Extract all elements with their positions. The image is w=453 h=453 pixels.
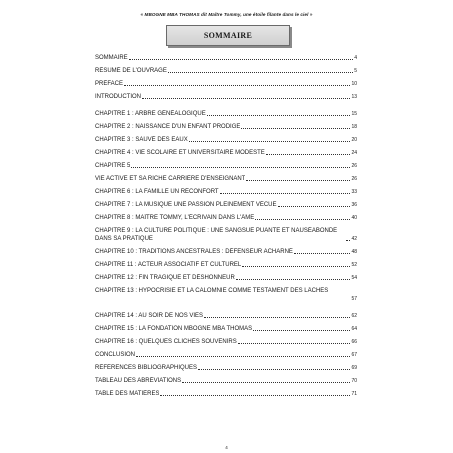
toc-entry-label: SOMMAIRE xyxy=(95,55,128,61)
dot-leader xyxy=(168,72,353,73)
toc-entry[interactable] xyxy=(95,93,357,101)
toc-entry[interactable] xyxy=(95,67,357,75)
toc-entry[interactable] xyxy=(95,214,357,222)
toc-entry-label: CHAPITRE 10 : TRADITIONS ANCESTRALES : DÉFENSEUR ACHARNÉ xyxy=(95,249,293,255)
dot-leader xyxy=(236,279,351,280)
dot-leader xyxy=(182,382,350,383)
toc-entry-page: 13 xyxy=(351,94,357,100)
page-number: 4 xyxy=(225,445,228,450)
toc-entry[interactable] xyxy=(95,162,357,170)
toc-entry-label: CHAPITRE 7 : LA MUSIQUE UNE PASSION PLEINEMENT VÉCUE xyxy=(95,202,277,208)
toc-entry[interactable] xyxy=(95,287,357,303)
toc-entry[interactable] xyxy=(95,377,357,385)
toc-entry-label: CHAPITRE 13 : HYPOCRISIE ET LA CALOMNIE COMME TESTAMENT DES LÂCHES xyxy=(95,288,329,294)
dot-leader xyxy=(255,219,350,220)
toc-entry-page: 18 xyxy=(351,124,357,130)
toc-entry[interactable] xyxy=(95,149,357,157)
toc-entry-label: CHAPITRE 14 : AU SOIR DE NOS VIES xyxy=(95,313,204,319)
toc-entry[interactable] xyxy=(95,80,357,88)
dot-leader xyxy=(253,330,350,331)
toc-entry-page: 24 xyxy=(351,150,357,156)
toc-entry-label: CHAPITRE 9 : LA CULTURE POLITIQUE : UNE SANGSUE PUANTE ET NAUSÉABONDE DANS SA PRATIQUE xyxy=(95,228,338,242)
toc-entry[interactable] xyxy=(95,325,357,333)
toc-entry-page: 69 xyxy=(351,365,357,371)
toc-entry-label: PRÉFACE xyxy=(95,81,124,87)
dot-leader xyxy=(129,59,354,60)
toc-entry-page: 66 xyxy=(351,339,357,345)
toc-entry-page: 26 xyxy=(351,163,357,169)
dot-leader xyxy=(198,369,350,370)
toc-entry-page: 36 xyxy=(351,202,357,208)
toc-entry[interactable] xyxy=(95,364,357,372)
toc-entry-label: CHAPITRE 15 : LA FONDATION MBOGNE MBA THOMAS xyxy=(95,326,253,332)
toc-entry[interactable] xyxy=(95,338,357,346)
dot-leader xyxy=(220,193,351,194)
running-header: « MBOGNE MBA THOMAS dit Maître Tommy, une étoile filante dans le ciel » xyxy=(140,12,313,17)
toc-entry[interactable] xyxy=(95,175,357,183)
toc-entry-page: 70 xyxy=(351,378,357,384)
toc-entry[interactable] xyxy=(95,390,357,398)
toc-entry[interactable] xyxy=(95,188,357,196)
toc-entry-page: 42 xyxy=(351,236,357,242)
toc-entry-label: CHAPITRE 5 xyxy=(95,163,131,169)
dot-leader xyxy=(136,356,350,357)
toc-entry[interactable] xyxy=(95,227,357,243)
toc-entry-page: 26 xyxy=(351,176,357,182)
toc-entry[interactable] xyxy=(95,351,357,359)
toc-entry-page: 71 xyxy=(351,391,357,397)
dot-leader xyxy=(142,98,350,99)
toc-entry-page: 10 xyxy=(351,81,357,87)
toc-entry[interactable] xyxy=(95,248,357,256)
toc-entry-label: CHAPITRE 12 : FIN TRAGIQUE ET DÉSHONNEUR xyxy=(95,275,235,281)
dot-leader xyxy=(278,206,351,207)
table-of-contents xyxy=(95,54,357,398)
toc-entry-page: 54 xyxy=(351,275,357,281)
toc-entry[interactable] xyxy=(95,274,357,282)
dot-leader xyxy=(266,154,351,155)
toc-entry[interactable] xyxy=(95,54,357,62)
toc-entry-label: TABLE DES MATIÈRES xyxy=(95,391,160,397)
toc-entry-page: 67 xyxy=(351,352,357,358)
toc-entry-label: RÉSUMÉ DE L'OUVRAGE xyxy=(95,68,167,74)
page-title: SOMMAIRE xyxy=(166,25,290,46)
dot-leader xyxy=(124,85,350,86)
toc-entry-page: 20 xyxy=(351,137,357,143)
dot-leader xyxy=(241,128,350,129)
toc-entry[interactable] xyxy=(95,261,357,269)
toc-entry[interactable] xyxy=(95,312,357,320)
dot-leader xyxy=(294,253,351,254)
toc-entry-label: CONCLUSION xyxy=(95,352,136,358)
toc-entry-label: CHAPITRE 3 : SAUVÉ DES EAUX xyxy=(95,137,188,143)
dot-leader xyxy=(207,115,351,116)
dot-leader xyxy=(189,141,351,142)
dot-leader xyxy=(238,343,351,344)
toc-entry-label: CHAPITRE 1 : ARBRE GÉNÉALOGIQUE xyxy=(95,111,206,117)
toc-entry[interactable] xyxy=(95,110,357,118)
toc-entry[interactable] xyxy=(95,201,357,209)
toc-entry-page: 64 xyxy=(351,326,357,332)
dot-leader xyxy=(246,180,350,181)
dot-leader xyxy=(346,240,350,241)
dot-leader xyxy=(204,317,350,318)
toc-entry-page: 4 xyxy=(354,55,357,61)
toc-entry-page: 40 xyxy=(351,215,357,221)
dot-leader xyxy=(242,266,350,267)
dot-leader xyxy=(160,395,350,396)
toc-entry-label: TABLEAU DES ABRÉVIATIONS xyxy=(95,378,182,384)
toc-entry-label: CHAPITRE 16 : QUELQUES CLICHÉS SOUVENIRS xyxy=(95,339,237,345)
toc-entry-page: 62 xyxy=(351,313,357,319)
toc-entry-page: 15 xyxy=(351,111,357,117)
toc-entry-label: INTRODUCTION xyxy=(95,94,141,100)
toc-entry[interactable] xyxy=(95,136,357,144)
toc-entry-page: 33 xyxy=(351,189,357,195)
toc-entry-label: CHAPITRE 8 : MAÎTRE TOMMY, L'ÉCRIVAIN DANS L'ÂME xyxy=(95,215,255,221)
toc-entry-label: RÉFÉRENCES BIBLIOGRAPHIQUES xyxy=(95,365,198,371)
toc-entry-label: VIE ACTIVE ET SA RICHE CARRIÈRE D'ENSEIGNANT xyxy=(95,176,246,182)
toc-entry-page: 52 xyxy=(351,262,357,268)
toc-entry-page: 5 xyxy=(354,68,357,74)
toc-entry-label: CHAPITRE 11 : ACTEUR ASSOCIATIF ET CULTUREL xyxy=(95,262,242,268)
toc-entry-page: 48 xyxy=(351,249,357,255)
toc-entry-label: CHAPITRE 4 : VIE SCOLAIRE ET UNIVERSITAIRE MODESTE xyxy=(95,150,265,156)
toc-entry[interactable] xyxy=(95,123,357,131)
toc-entry-page: 57 xyxy=(351,296,357,302)
toc-entry-label: CHAPITRE 6 : LA FAMILLE UN RÉCONFORT xyxy=(95,189,219,195)
dot-leader xyxy=(131,167,350,168)
toc-entry-label: CHAPITRE 2 : NAISSANCE D'UN ENFANT PRODIGE xyxy=(95,124,241,130)
